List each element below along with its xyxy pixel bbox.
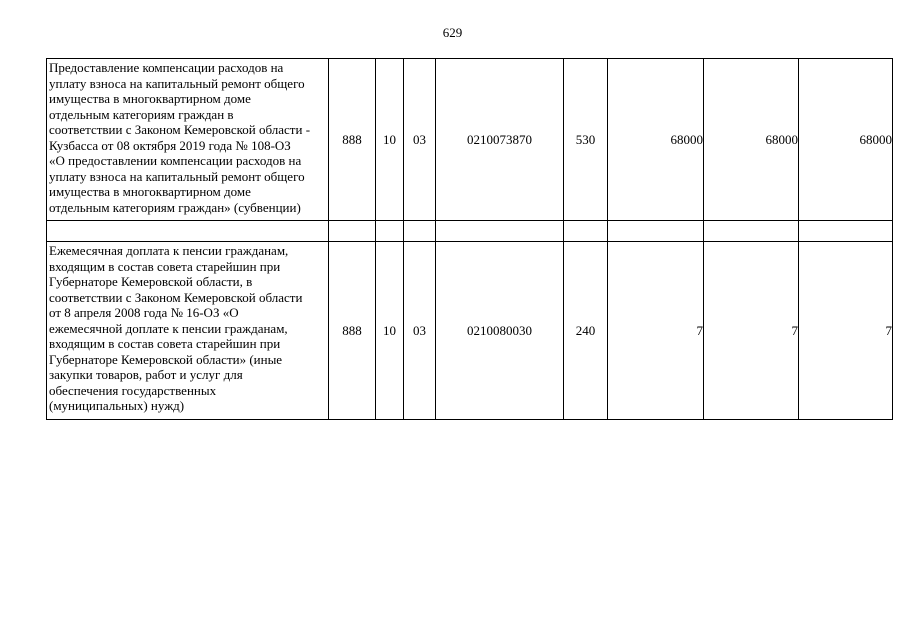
description-line: отдельным категориям граждан» (субвенции)	[49, 199, 301, 215]
spacer-cell	[564, 221, 608, 242]
budget-table	[46, 58, 893, 420]
amount-3: 68000	[799, 59, 893, 221]
description-line: Ежемесячная доплата к пенсии гражданам,	[49, 243, 289, 258]
row-description	[47, 242, 329, 420]
section-code: 10	[376, 59, 404, 221]
description-line: (муниципальных) нужд)	[49, 398, 185, 413]
description-line: Кузбасса от 08 октября 2019 года № 108-ОЗ	[49, 137, 291, 153]
spacer-cell	[404, 221, 436, 242]
target-article-code: 0210080030	[436, 242, 564, 420]
amount-1: 68000	[608, 59, 704, 221]
expense-type-code: 240	[564, 242, 608, 420]
table-row	[47, 242, 893, 420]
subsection-code: 03	[404, 59, 436, 221]
table-row	[47, 59, 893, 221]
description-line: обеспечения государственных	[49, 382, 217, 398]
table-spacer-row	[47, 221, 893, 242]
description-line: Губернаторе Кемеровской области» (иные	[49, 351, 283, 367]
spacer-cell	[376, 221, 404, 242]
spacer-cell	[436, 221, 564, 242]
description-line: Предоставление компенсации расходов на	[49, 60, 284, 75]
ministry-code: 888	[329, 242, 376, 420]
row-description	[47, 59, 329, 221]
amount-3: 7	[799, 242, 893, 420]
amount-1: 7	[608, 242, 704, 420]
spacer-cell	[704, 221, 799, 242]
ministry-code: 888	[329, 59, 376, 221]
description-line: закупки товаров, работ и услуг для	[49, 367, 243, 382]
amount-2: 7	[704, 242, 799, 420]
description-line: соответствии с Законом Кемеровской области -	[49, 122, 311, 137]
spacer-cell	[608, 221, 704, 242]
description-line: ежемесячной доплате к пенсии гражданам,	[49, 320, 288, 336]
subsection-code: 03	[404, 242, 436, 420]
description-line: входящим в состав совета старейшин при	[49, 336, 281, 351]
spacer-cell	[47, 221, 329, 242]
description-line: уплату взноса на капитальный ремонт общего	[49, 168, 305, 184]
page-number: 629	[442, 25, 463, 40]
description-line: имущества в многоквартирном доме	[49, 184, 251, 199]
description-line: уплату взноса на капитальный ремонт общего	[49, 75, 305, 91]
description-line: «О предоставлении компенсации расходов на	[49, 153, 302, 168]
description-line: входящим в состав совета старейшин при	[49, 258, 281, 274]
section-code: 10	[376, 242, 404, 420]
spacer-cell	[799, 221, 893, 242]
description-line: от 8 апреля 2008 года № 16-ОЗ «О	[49, 305, 239, 320]
description-line: имущества в многоквартирном доме	[49, 91, 251, 106]
spacer-cell	[329, 221, 376, 242]
description-line: Губернаторе Кемеровской области, в	[49, 274, 253, 289]
expense-type-code: 530	[564, 59, 608, 221]
amount-2: 68000	[704, 59, 799, 221]
description-line: соответствии с Законом Кемеровской области	[49, 289, 303, 305]
target-article-code: 0210073870	[436, 59, 564, 221]
description-line: отдельным категориям граждан в	[49, 106, 234, 122]
